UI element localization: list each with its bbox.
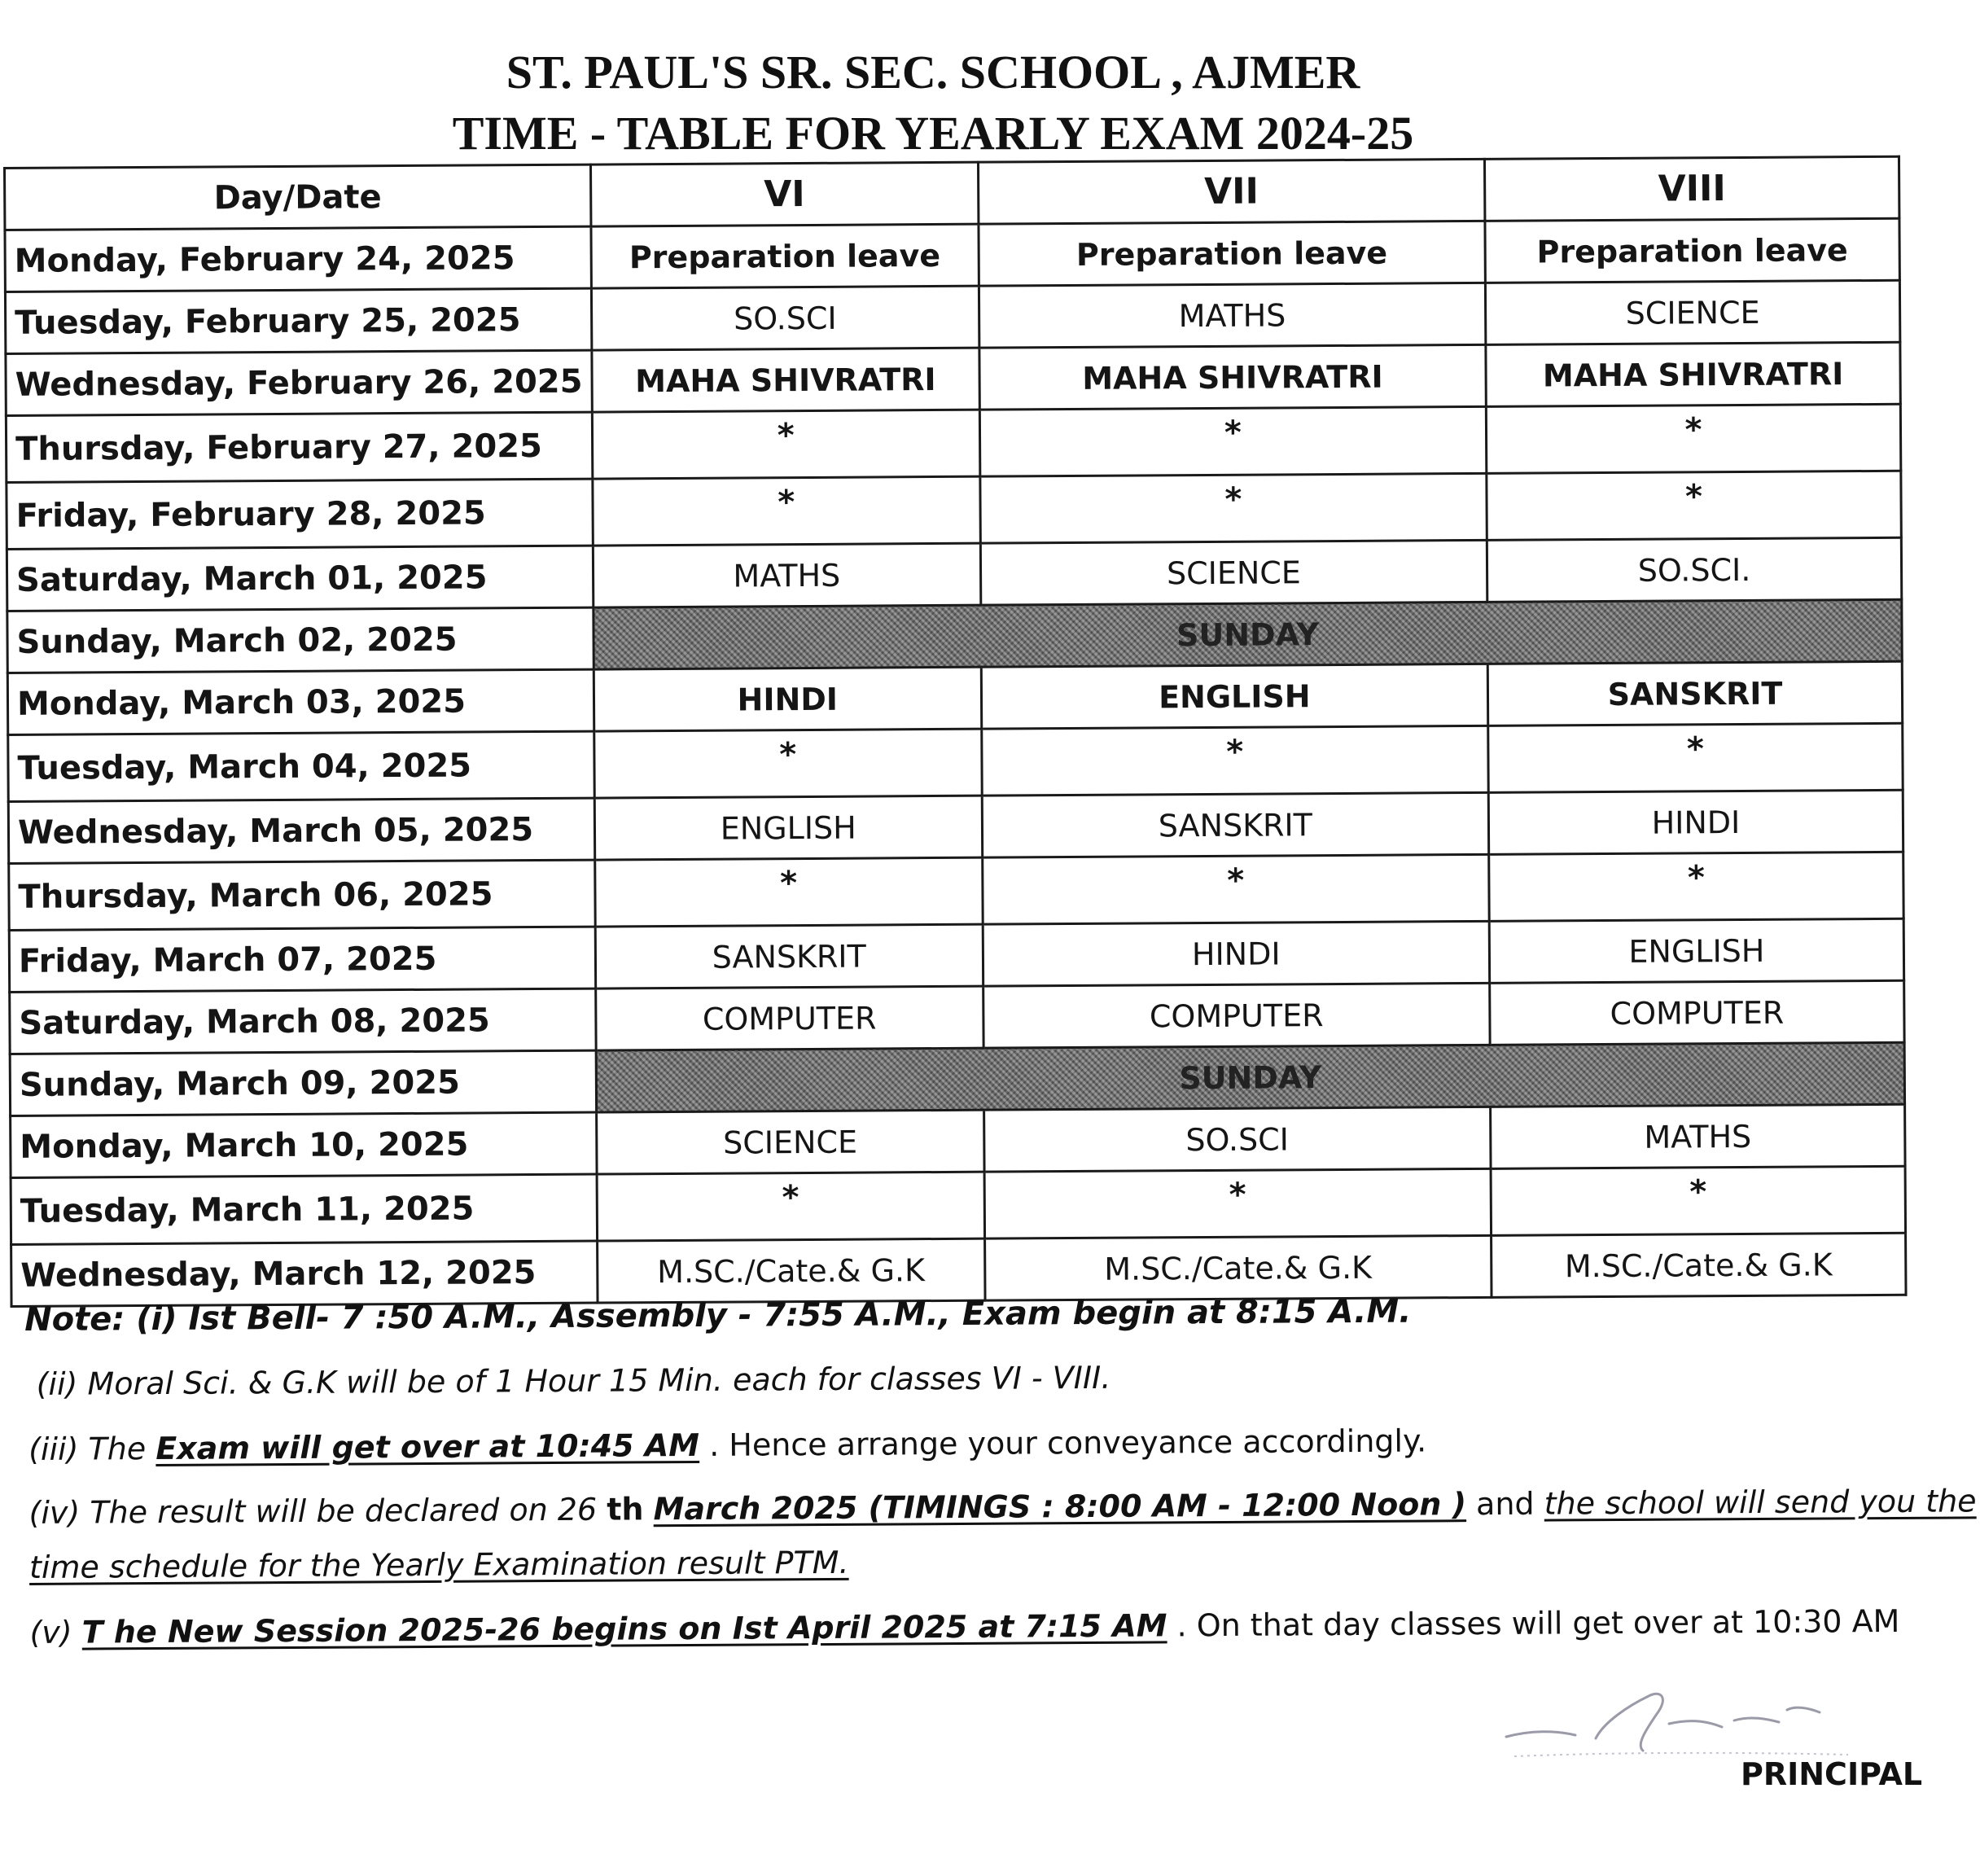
table-row <box>6 404 1900 482</box>
row-date: Sunday, March 02, 2025 <box>7 607 594 673</box>
subject-cell-viii: * <box>1486 404 1900 473</box>
table-row <box>10 980 1904 1054</box>
subject-cell-viii: ENGLISH <box>1489 918 1903 983</box>
header-class-viii: VIII <box>1484 156 1899 221</box>
header-class-vii: VII <box>978 159 1485 224</box>
note-4-prefix: (iv) The result will be declared on 26 <box>28 1491 598 1531</box>
subject-cell-vi: SANSKRIT <box>595 924 983 988</box>
subject-cell-viii: COMPUTER <box>1490 980 1904 1045</box>
note-4-underline-1: the school will send you the <box>1544 1483 1977 1522</box>
note-4-underline-2: time schedule for the Yearly Examination result PTM. <box>28 1544 849 1585</box>
row-date: Friday, March 07, 2025 <box>9 927 595 992</box>
row-date: Monday, March 03, 2025 <box>7 669 594 734</box>
subject-cell-viii: * <box>1491 1166 1905 1235</box>
subject-cell-vii: M.SC./Cate.& G.K <box>984 1235 1492 1300</box>
subject-cell-vi: MAHA SHIVRATRI <box>592 348 979 412</box>
note-1: Note: (i) Ist Bell- 7 :50 A.M., Assembly - 7:55 A.M., Exam begin at 8:15 A.M. <box>24 1292 1412 1339</box>
row-date: Wednesday, March 12, 2025 <box>11 1241 598 1306</box>
note-5-emphasis: T he New Session 2025-26 begins on Ist April 2025 at 7:15 AM <box>81 1607 1167 1650</box>
document-title: TIME - TABLE FOR YEARLY EXAM 2024-25 <box>452 107 1414 160</box>
subject-cell-vi: Preparation leave <box>591 224 979 288</box>
subject-cell-vii: SANSKRIT <box>982 792 1489 857</box>
sunday-cell: SUNDAY <box>596 1042 1905 1112</box>
row-date: Wednesday, February 26, 2025 <box>6 350 592 415</box>
school-name: ST. PAUL'S SR. SEC. SCHOOL , AJMER <box>506 46 1360 99</box>
note-5-suffix: . On that day classes will get over at 10:30 AM <box>1176 1602 1900 1644</box>
header-class-vi: VI <box>590 162 978 226</box>
note-3-suffix: . Hence arrange your conveyance accordingly. <box>709 1422 1427 1463</box>
row-date: Tuesday, March 11, 2025 <box>11 1174 597 1244</box>
subject-cell-viii: SANSKRIT <box>1487 661 1902 725</box>
subject-cell-vii: MAHA SHIVRATRI <box>979 344 1487 410</box>
subject-cell-vi: * <box>597 1172 984 1241</box>
note-4-continued <box>29 1545 849 1585</box>
table-row <box>11 1104 1905 1177</box>
table-row <box>11 1166 1905 1244</box>
table-header-row <box>5 156 1899 230</box>
subject-cell-vii: SO.SCI <box>983 1107 1491 1172</box>
principal-label: PRINCIPAL <box>1741 1756 1923 1792</box>
subject-cell-viii: MATHS <box>1491 1104 1905 1168</box>
table-row <box>8 790 1903 863</box>
row-date: Tuesday, March 04, 2025 <box>8 731 594 801</box>
subject-cell-vi: COMPUTER <box>596 986 983 1050</box>
subject-cell-vii: * <box>984 1168 1492 1238</box>
subject-cell-vi: * <box>594 729 982 798</box>
row-date: Thursday, March 06, 2025 <box>9 860 595 930</box>
table-row <box>7 661 1902 734</box>
subject-cell-viii: HINDI <box>1488 790 1903 854</box>
note-4 <box>28 1483 1976 1531</box>
subject-cell-viii: * <box>1487 471 1901 540</box>
row-date: Tuesday, February 25, 2025 <box>5 288 591 353</box>
subject-cell-vii: * <box>982 854 1489 924</box>
subject-cell-vii: ENGLISH <box>981 664 1488 729</box>
row-date: Sunday, March 09, 2025 <box>10 1050 596 1116</box>
subject-cell-vii: COMPUTER <box>983 983 1490 1048</box>
note-2: (ii) Moral Sci. & G.K will be of 1 Hour 15 Min. each for classes VI - VIII. <box>36 1359 1111 1402</box>
subject-cell-vii: HINDI <box>983 921 1490 986</box>
table-row <box>5 280 1899 353</box>
subject-cell-vii: Preparation leave <box>979 221 1486 286</box>
subject-cell-vi: SCIENCE <box>596 1110 983 1174</box>
table-row <box>7 471 1901 549</box>
header-day-date: Day/Date <box>5 164 591 230</box>
subject-cell-vi: M.SC./Cate.& G.K <box>597 1238 984 1303</box>
note-5 <box>29 1603 1899 1650</box>
row-date: Thursday, February 27, 2025 <box>6 412 592 482</box>
subject-cell-vi: * <box>592 410 979 479</box>
note-3-emphasis: Exam will get over at 10:45 AM <box>156 1427 700 1467</box>
note-4-and: and <box>1475 1485 1535 1523</box>
sunday-cell: SUNDAY <box>594 599 1903 669</box>
subject-cell-vii: * <box>981 725 1488 796</box>
subject-cell-viii: SCIENCE <box>1485 280 1899 344</box>
subject-cell-vi: SO.SCI <box>591 286 979 350</box>
table-row <box>7 537 1901 611</box>
table-row <box>7 599 1902 673</box>
table-row <box>6 342 1900 415</box>
note-3-prefix: (iii) The <box>28 1431 156 1467</box>
row-date: Monday, February 24, 2025 <box>5 226 591 291</box>
table-row <box>9 852 1903 930</box>
subject-cell-viii: * <box>1489 852 1903 921</box>
subject-cell-viii: SO.SCI. <box>1487 537 1901 602</box>
table-body <box>5 218 1906 1306</box>
subject-cell-vi: HINDI <box>594 667 981 731</box>
note-4-th: th <box>607 1491 644 1528</box>
subject-cell-viii: * <box>1488 723 1903 792</box>
subject-cell-vi: ENGLISH <box>594 796 982 860</box>
subject-cell-vii: * <box>980 473 1487 543</box>
table-row <box>10 1042 1904 1116</box>
subject-cell-vii: SCIENCE <box>980 540 1487 605</box>
subject-cell-vi: MATHS <box>593 543 980 607</box>
note-4-emphasis: March 2025 (TIMINGS : 8:00 AM - 12:00 Noon ) <box>653 1486 1467 1528</box>
row-date: Wednesday, March 05, 2025 <box>8 798 594 863</box>
subject-cell-vii: * <box>979 406 1487 476</box>
subject-cell-vii: MATHS <box>979 283 1486 348</box>
row-date: Saturday, March 01, 2025 <box>7 546 593 611</box>
table-row <box>9 918 1903 992</box>
note-3 <box>28 1422 1426 1466</box>
row-date: Saturday, March 08, 2025 <box>10 988 596 1054</box>
row-date: Monday, March 10, 2025 <box>11 1112 597 1177</box>
subject-cell-viii: M.SC./Cate.& G.K <box>1492 1233 1906 1297</box>
table-row <box>8 723 1903 801</box>
subject-cell-vi: * <box>593 476 980 546</box>
row-date: Friday, February 28, 2025 <box>7 479 593 549</box>
exam-timetable <box>3 156 1908 1308</box>
subject-cell-viii: Preparation leave <box>1485 218 1899 283</box>
subject-cell-vi: * <box>595 857 983 927</box>
note-5-prefix: (v) <box>29 1614 82 1650</box>
table-row <box>5 218 1899 291</box>
subject-cell-viii: MAHA SHIVRATRI <box>1486 342 1900 406</box>
